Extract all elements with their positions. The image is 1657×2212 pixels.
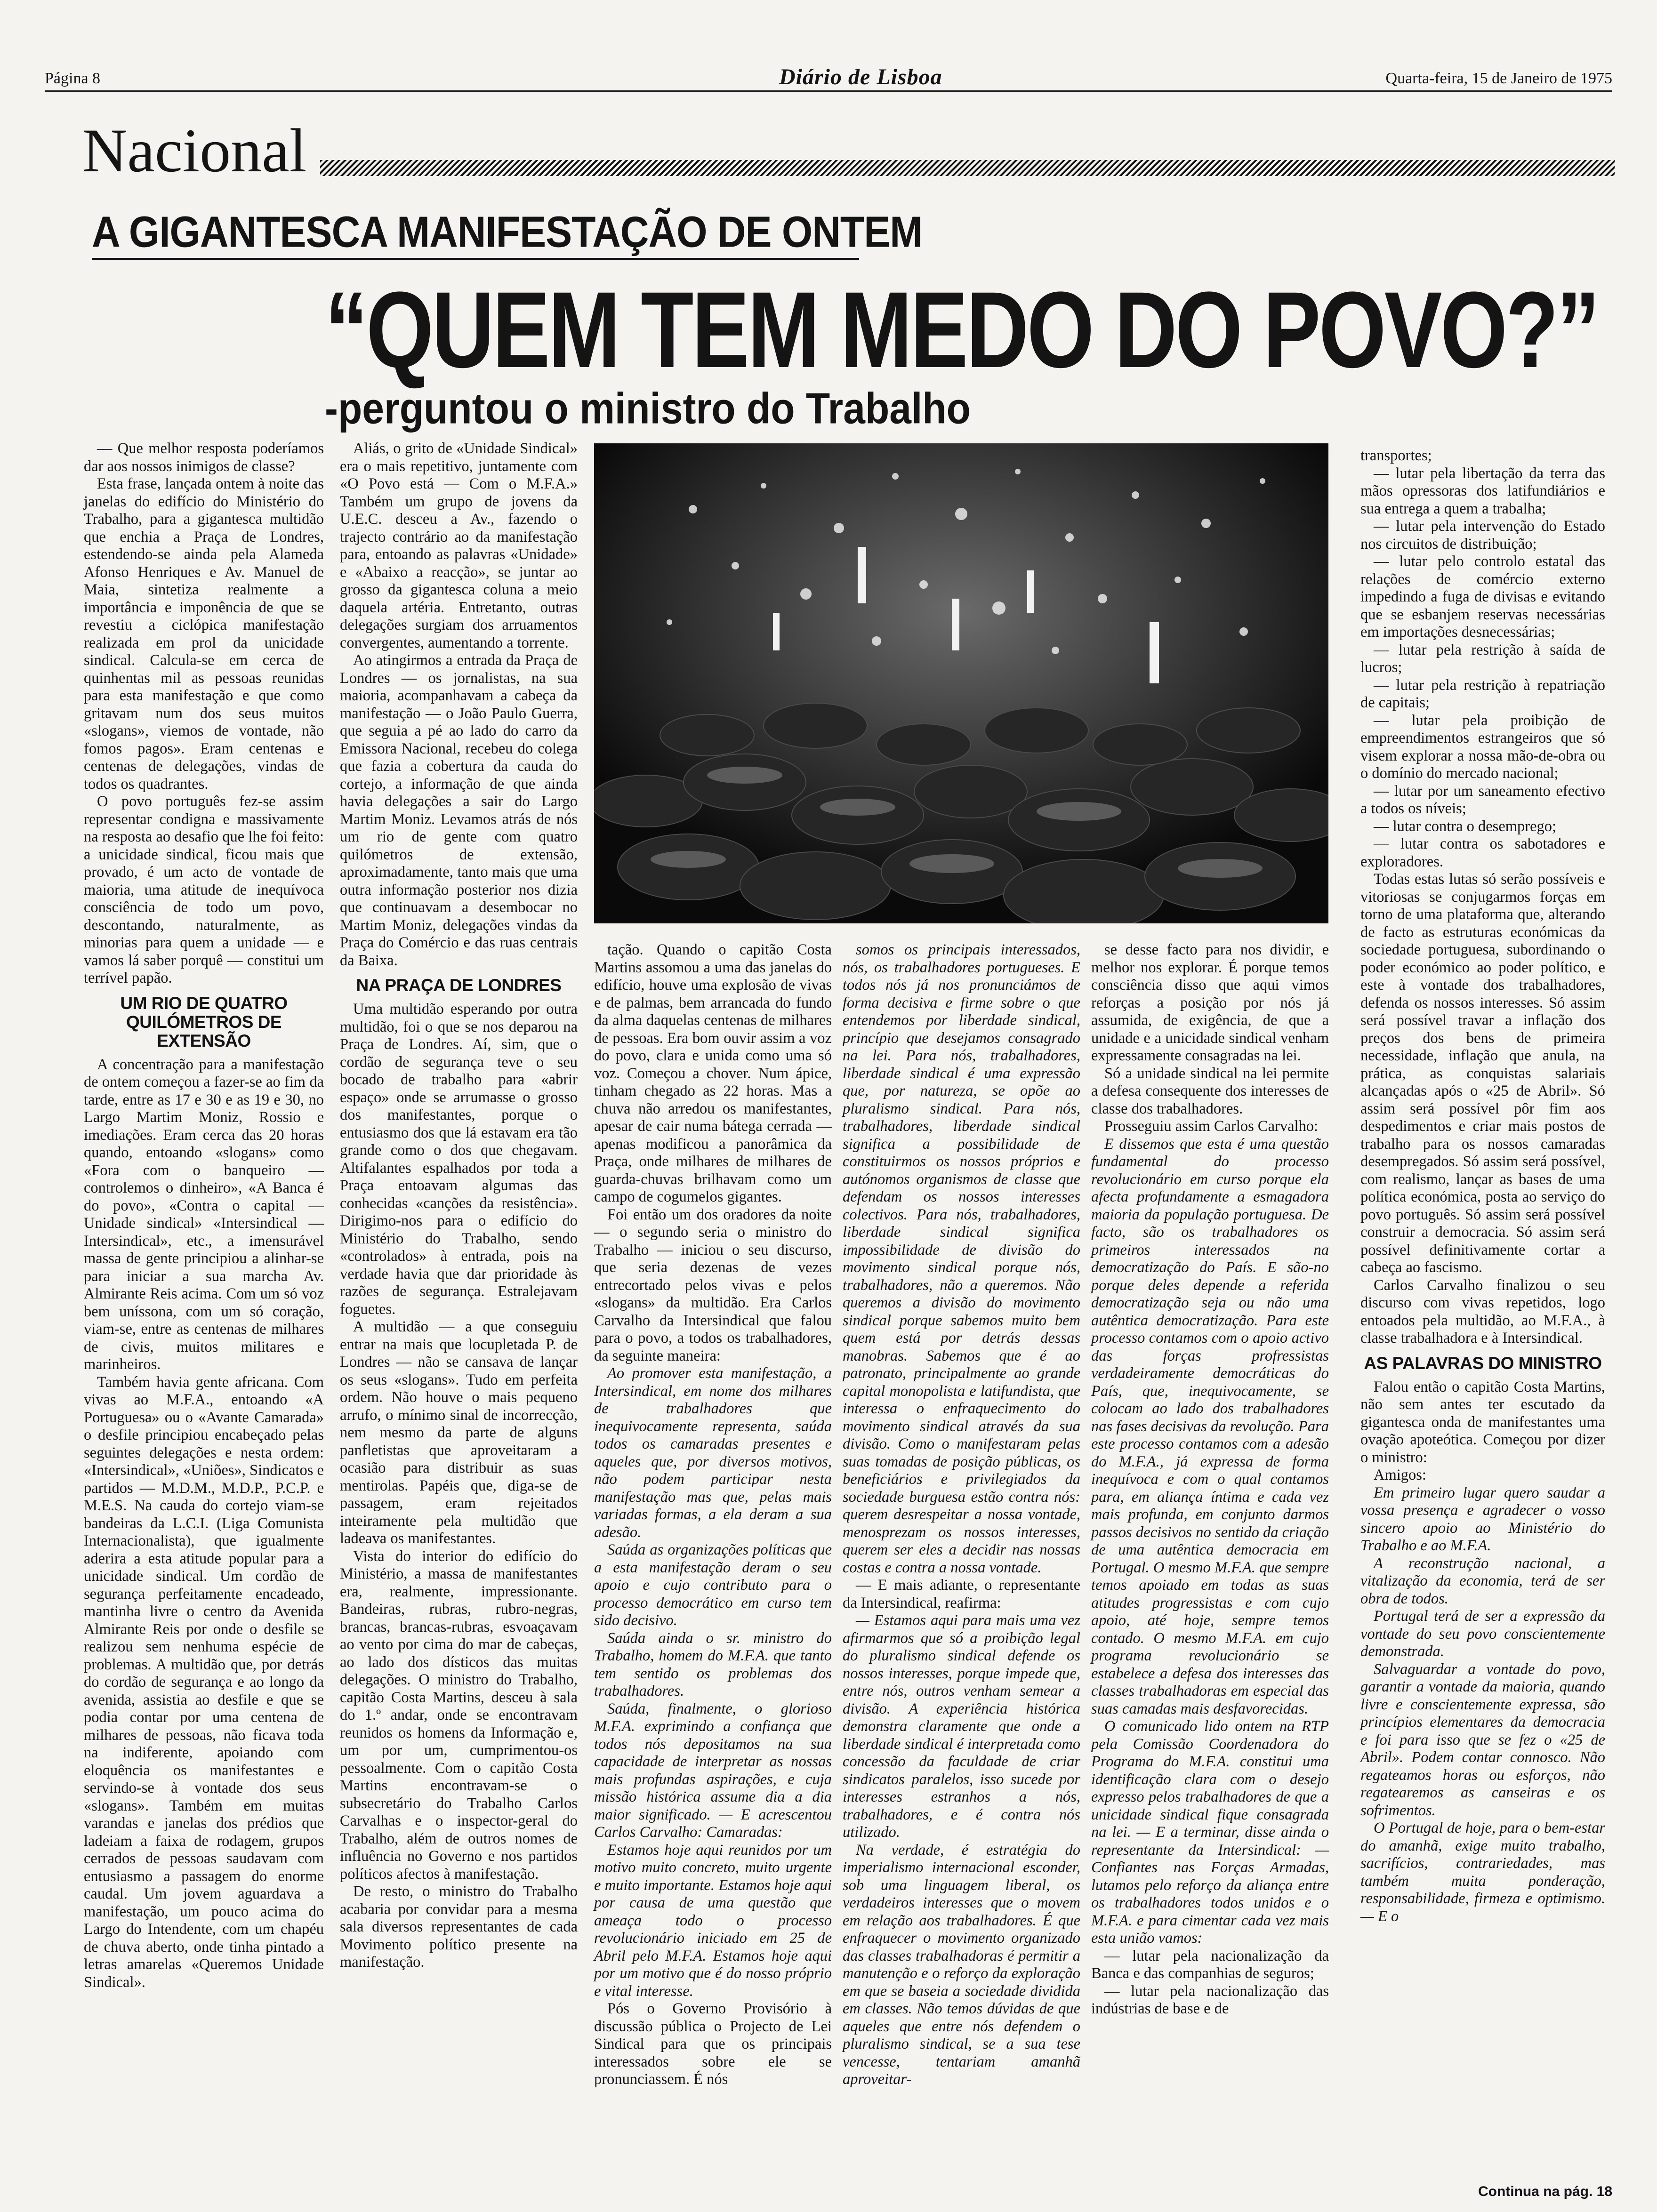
masthead-rule (45, 90, 1612, 92)
article-paragraph: A reconstrução nacional, a vitalização da economia, terá de ser obra de todos. (1360, 1555, 1605, 1607)
article-paragraph: A concentração para a manifestação de ontem começou a fazer-se ao fim da tarde, entre as 17 e 30 e as 19 e 30, no Largo Martim Moniz, Rossio e imediações. Eram cerca das 20 horas quando, entoando «slogans» como «Fora com o banqueiro — controlemos o dinheiro», «A Banca é do povo», «Contra o capital — Unidade sindical» «Intersindical — Intersindical», etc., a imensurável massa de gente principiou a alinhar-se para iniciar a sua marcha Av. Almirante Reis acima. Com um só voz bem uníssona, com um só coração, viam-se, entre as centenas de milhares de civis, muitos militares e marinheiros. (84, 1056, 324, 1373)
article-paragraph: — lutar contra os sabotadores e exploradores. (1360, 835, 1605, 870)
article-paragraph: — lutar pela libertação da terra das mãos opressoras dos latifundiários e sua entrega a quem a trabalha; (1360, 465, 1605, 517)
article-paragraph: Ao promover esta manifestação, a Intersindical, em nome dos milhares de trabalhadores que inequivocamente representa, saúda todos os camaradas presentes e aqueles que, por diversos motivos, não podem participar nesta manifestação mas que, pelas mais variadas formas, a ela deram a sua adesão. (594, 1365, 832, 1541)
article-paragraph: Em primeiro lugar quero saudar a vossa presença e agradecer o vosso sincero apoio ao Ministério do Trabalho e ao M.F.A. (1360, 1484, 1605, 1554)
article-paragraph: E dissemos que esta é uma questão fundamental do processo revolucionário em curso porque ela afecta profundamente a esmagadora maioria da população portuguesa. De facto, são os trabalhadores os primeiros interessados na democratização do País. E são-no porque deles depende a referida democratização seja ou não uma autêntica democratização. Para este processo contamos com o apoio activo das forças profressistas verdadeiramente democráticas do País, que, inequivocamente, se colocam ao lado dos trabalhadores nas fases decisivas da revolução. Para este processo contamos com a adesão do M.F.A., já expressa de forma inequívoca e com o qual contamos para, em aliança íntima e cada vez mais profunda, em conjunto darmos passos decisivos no sentido da criação de uma autêntica democracia em Portugal. O mesmo M.F.A. que sempre temos apoiado em todas as suas atitudes progressistas e com cujo apoio, até hoje, sempre temos contado. O mesmo M.F.A. em cujo programa revolucionário se estabelece a defesa dos interesses das classes trabalhadoras em especial das suas camadas mais desfavorecidas. (1091, 1135, 1329, 1717)
section-hatch-divider (320, 160, 1615, 176)
crowd-photo-drawing (594, 443, 1328, 923)
article-column-5 (1091, 941, 1329, 2018)
issue-date: Quarta-feira, 15 de Janeiro de 1975 (1385, 70, 1612, 87)
article-paragraph: Todas estas lutas só serão possíveis e vitoriosas se conjugarmos forças em torno de uma plataforma que, alterando de facto as estruturas económicas da sociedade portuguesa, subordinando o poder económico ao poder político, e este à vontade dos trabalhadores, defenda os nossos interesses. Só assim será possível travar a inflação dos preços dos bens de primeira necessidade, inflação que anula, na prática, as conquistas salariais alcançadas após o «25 de Abril». Só assim será possível pôr fim aos despedimentos e criar mais postos de trabalho para os nossos camaradas desempregados. Só assim será possível, com realismo, lançar as bases de uma política económica, posta ao serviço do povo português. Só assim será possível construir a democracia. Só assim será possível definitivamente cortar a cabeça ao fascismo. (1360, 871, 1605, 1276)
article-paragraph: Ao atingirmos a entrada da Praça de Londres — os jornalistas, na sua maioria, acompanhavam a cabeça da manifestação — o João Paulo Guerra, que seguia a pé ao lado do carro da Emissora Nacional, recebeu do colega que fazia a cobertura da cauda do cortejo, a informação de que ainda havia delegações a sair do Largo Martim Moniz. Levamos atrás de nós um rio de gente com quatro quilómetros de extensão, aproximadamente, tanto mais que uma outra informação posterior nos dizia que continuavam a desembocar no Martim Moniz, delegações vindas da Praça do Comércio e das ruas centrais da Baixa. (340, 652, 578, 969)
article-paragraph: — Estamos aqui para mais uma vez afirmarmos que só a proibição legal do pluralismo sindical defende os nossos interesses, porque impede que, entre nós, outros venham semear a divisão. A experiência histórica demonstra claramente que onde a liberdade sindical é interpretada como concessão da faculdade de criar sindicatos paralelos, isso sucede por interesses estranhos a nós, trabalhadores, e é contra nós utilizado. (843, 1612, 1080, 1841)
article-paragraph: O povo português fez-se assim representar condigna e massivamente na resposta ao desafio que lhe foi feito: a unicidade sindical, ficou mais que provado, é um acto de vontade de maioria, uma atitude de inequívoca consciência de todo um povo, descontando, naturalmente, as minorias para quem a unidade — e vamos lá saber porquê — constitui um terrível papão. (84, 793, 324, 986)
article-paragraph: Uma multidão esperando por outra multidão, foi o que se nos deparou na Praça de Londres. Aí, sim, que o cordão de segurança teve o seu bocado de trabalho para «abrir espaço» onde se arrumasse o grosso dos manifestantes, porque o entusiasmo dos que lá estavam era tão grande como o dos que chegavam. Altifalantes espalhados por toda a Praça entoavam algumas das conhecidas «canções da resistência». Dirigimo-nos para o edifício do Ministério do Trabalho, sendo «controlados» à entrada, pois na verdade havia que dar prioridade às razões de segurança. Estralejavam foguetes. (340, 1001, 578, 1318)
article-column-1 (84, 440, 324, 1991)
article-paragraph: Falou então o capitão Costa Martins, não sem antes ter escutado da gigantesca onda de manifestantes uma ovação apoteótica. Começou por dizer o ministro: (1360, 1378, 1605, 1466)
article-paragraph: somos os principais interessados, nós, os trabalhadores portugueses. E todos nós já nos pronunciámos de forma decisiva e firme sobre o que entendemos por liberdade sindical, princípio que desejamos consagrado na lei. Para nós, trabalhadores, liberdade sindical é uma expressão que, por natureza, se opõe ao pluralismo sindical. Para nós, trabalhadores, liberdade sindical significa a possibilidade de constituirmos os nossos próprios e autónomos organismos de classe que defendam os nossos interesses colectivos. Para nós, trabalhadores, liberdade sindical significa impossibilidade de divisão do movimento sindical porque nós, trabalhadores, não a queremos. Não queremos a divisão do movimento sindical porque sabemos muito bem quem está por detrás dessas manobras. Sabemos que é ao patronato, principalmente ao grande capital monopolista e latifundista, que interessa o enfraquecimento do movimento sindical através da sua divisão. Como o manifestaram pelas suas tomadas de posição públicas, os beneficiários e privilegiados da sociedade burguesa estão contra nós: querem desrespeitar a nossa vontade, menosprezam os nossos interesses, querem ser eles a decidir nas nossas costas e contra a nossa vontade. (843, 941, 1080, 1576)
article-paragraph: — lutar por um saneamento efectivo a todos os níveis; (1360, 782, 1605, 817)
article-paragraph: Amigos: (1374, 1467, 1426, 1483)
article-subheading: NA PRAÇA DE LONDRES (356, 976, 562, 995)
article-paragraph: O Portugal de hoje, para o bem-estar do amanhã, exige muito trabalho, sacrifícios, contrariedades, mas também muita ponderação, responsabilidade, firmeza e optimismo. — E o (1360, 1819, 1605, 1925)
article-paragraph: transportes; (1360, 447, 1432, 464)
article-headline: “QUEM TEM MEDO DO POVO?” (325, 269, 1598, 390)
article-paragraph: se desse facto para nos dividir, e melhor nos explorar. É porque temos consciência disso que aqui vimos reforças a posição por nós já assumida, de exigência, de que a unidade e a unicidade sindical venham expressamente consagradas na lei. (1091, 941, 1329, 1064)
article-paragraph: Saúda ainda o sr. ministro do Trabalho, homem do M.F.A. que tanto tem sentido os problemas dos trabalhadores. (594, 1629, 832, 1699)
article-paragraph: Pós o Governo Provisório à discussão pública o Projecto de Lei Sindical para que os principais interessados sobre ele se pronunciassem. É nós (594, 2000, 832, 2088)
crowd-photo (594, 443, 1328, 923)
article-paragraph: — lutar pela proibição de empreendimentos estrangeiros que só visem explorar a nossa mão-de-obra ou o domínio do mercado nacional; (1360, 712, 1605, 782)
kicker-underline (92, 258, 859, 260)
article-paragraph: — lutar pela restrição à saída de lucros; (1360, 641, 1605, 676)
article-paragraph: — lutar contra o desemprego; (1374, 817, 1557, 835)
article-paragraph: Na verdade, é estratégia do imperialismo internacional esconder, sob uma linguagem liberal, os verdadeiros interesses que o movem em relação aos trabalhadores. É que enfraquecer o movimento organizado das classes trabalhadoras é permitir a manutenção e o reforço da exploração em que se baseia a sociedade dividida em classes. Não temos dúvidas de que aqueles que entre nós defendem o pluralismo sindical, se a sua tese vencesse, tentariam amanhã aproveitar- (843, 1841, 1080, 2088)
article-paragraph: O comunicado lido ontem na RTP pela Comissão Coordenadora do Programa do M.F.A. constitui uma identificação clara com o desejo expresso pelos trabalhadores de que a unicidade sindical fique consagrada na lei. — E a terminar, disse ainda o representante da Intersindical: — Confiantes nas Forças Armadas, lutamos pelo reforço da aliança entre os trabalhadores todos unidos e o M.F.A. e para cimentar cada vez mais esta união vamos: (1091, 1718, 1329, 1947)
article-column-2 (340, 440, 578, 1972)
article-paragraph: Vista do interior do edifício do Ministério, a massa de manifestantes era, realmente, impressionante. Bandeiras, rubras, rubro-negras, brancas, brancas-rubras, esvoaçavam ao vento por cima do mar de cabeças, ao lado dos dísticos das muitas delegações. O ministro do Trabalho, capitão Costa Martins, desceu à sala do 1.º andar, onde se encontravam reunidos os homens da Informação e, um por um, cumprimentou-os pessoalmente. Com o capitão Costa Martins encontravam-se o subsecretário do Trabalho Carlos Carvalhas e o inspector-geral do Trabalho, além de outros nomes de influência no Governo e nos partidos políticos afectos à manifestação. (340, 1547, 578, 1883)
article-paragraph: — lutar pelo controlo estatal das relações de comércio externo impedindo a fuga de divisas e evitando que se esbanjem reservas necessárias em importações desnecessárias; (1360, 553, 1605, 641)
article-paragraph: Só a unidade sindical na lei permite a defesa consequente dos interesses de classe dos trabalhadores. (1091, 1065, 1329, 1117)
article-paragraph: tação. Quando o capitão Costa Martins assomou a uma das janelas do edifício, houve uma explosão de vivas e de palmas, bem arrancada do fundo da alma daquelas centenas de milhares de pessoas. Era bom ouvir assim a voz do povo, clara e unida como uma só voz. Começou a chover. Num ápice, tinham chegado as 22 horas. Mas a chuva não arredou os manifestantes, apesar de cair numa bátega cerrada — apenas modificou a panorâmica da Praça, onde milhares de milhares de guarda-chuvas brilhavam como um campo de cogumelos gigantes. (594, 941, 832, 1205)
article-paragraph: — E mais adiante, o representante da Intersindical, reafirma: (843, 1577, 1080, 1611)
article-paragraph: — lutar pela intervenção do Estado nos circuitos de distribuição; (1360, 518, 1605, 553)
article-paragraph: A multidão — a que conseguiu entrar na mais que locupletada P. de Londres — não se cansava de lançar os seus «slogans». Tudo em perfeita ordem. Não houve o mais pequeno arrufo, o mínimo sinal de incorrecção, nem mesmo da parte de alguns panfletistas que aproveitaram a ocasião para distribuir as suas mentirolas. Papéis que, diga-se de passagem, eram rejeitados inteiramente pela multidão que ladeava os manifestantes. (340, 1318, 578, 1547)
newspaper-name: Diário de Lisboa (779, 64, 942, 89)
article-paragraph: Carlos Carvalho finalizou o seu discurso com vivas repetidos, logo entoados pela multidão, ao M.F.A., à classe trabalhadora e à Intersindical. (1360, 1276, 1605, 1346)
article-paragraph: — Que melhor resposta poderíamos dar aos nossos inimigos de classe? (84, 440, 324, 475)
article-paragraph: De resto, o ministro do Trabalho acabaria por convidar para a mesma sala diversos representantes de cada Movimento político presente na manifestação. (340, 1883, 578, 1971)
article-paragraph: — lutar pela nacionalização das indústrias de base e de (1091, 1982, 1329, 2017)
article-paragraph: Esta frase, lançada ontem à noite das janelas do edifício do Ministério do Trabalho, para a gigantesca multidão que enchia a Praça de Londres, estendendo-se ainda pela Alameda Afonso Henriques e Av. Manuel de Maia, sintetiza realmente a importância e imponência de que se revestiu a ciclópica manifestação realizada em prol da unicidade sindical. Calcula-se em cerca de quinhentas mil as pessoas reunidas para esta manifestação e que como gritavam num dos seus muitos «slogans», viemos de vontade, não fomos pagos». Eram centenas e centenas de delegações, vindas de todos os quadrantes. (84, 475, 324, 793)
article-column-3 (594, 941, 832, 2089)
section-title: Nacional (82, 116, 307, 185)
article-paragraph: Foi então um dos oradores da noite — o segundo seria o ministro do Trabalho — iniciou o seu discurso, que seria dezenas de vezes entrecortado pelos vivas e pelos «slogans» da multidão. Era Carlos Carvalho da Intersindical que falou para o povo, a todos os trabalhadores, da seguinte maneira: (594, 1206, 832, 1364)
article-paragraph: Estamos hoje aqui reunidos por um motivo muito concreto, muito urgente e muito importante. Estamos hoje aqui por causa de uma questão que ameaça todo o processo revolucionário iniciado em 25 de Abril pelo M.F.A. Estamos hoje aqui por um motivo que é do nosso próprio e vital interesse. (594, 1841, 832, 2000)
article-subheading: AS PALAVRAS DO MINISTRO (1364, 1353, 1602, 1373)
article-subhead: -perguntou o ministro do Trabalho (325, 384, 971, 433)
article-paragraph: Também havia gente africana. Com vivas ao M.F.A., entoando «A Portuguesa» ou o «Avante Camarada» o desfile principiou encabeçado pelas seguintes delegações e nesta ordem: «Intersindical», «Uniões», Sindicatos e partidos — M.D.M., M.D.P., P.C.P. e M.E.S. Na cauda do cortejo viam-se bandeiras da L.C.I. (Liga Comunista Internacionalista), que igualmente aderira a esta atitude popular para a unicidade sindical. Um cordão de segurança perfeitamente encadeado, mantinha livre o centro da Avenida Almirante Reis por onde o desfile se realizou sem nenhuma espécie de problemas. A multidão que, por detrás do cordão de segurança e ao longo da avenida, assistia ao desfile e que se podia contar por uma centena de milhares de pessoas, não ficava toda na indiferente, apoiando com eloquência os manifestantes e servindo-se à vontade dos seus «slogans». Também em muitas varandas e janelas dos prédios que ladeiam a faixa de rodagem, grupos cerrados de pessoas saudavam com entusiasmo a passagem do enorme caudal. Um jovem aguardava a manifestação, um pouco acima do Largo do Intendente, com um chapéu de chuva aberto, onde tinha pintado a letras amarelas «Queremos Unidade Sindical». (84, 1373, 324, 1991)
article-column-6 (1360, 447, 1605, 1925)
article-column-4 (843, 941, 1080, 2089)
article-paragraph: — lutar pela restrição à repatriação de capitais; (1360, 676, 1605, 711)
masthead (45, 61, 1612, 99)
article-paragraph: Aliás, o grito de «Unidade Sindical» era o mais repetitivo, juntamente com «O Povo está — Com o M.F.A.» Também um grupo de jovens da U.E.C. desceu a Av., fazendo o trajecto contrário ao da manifestação para, entoando as palavras «Unidade» e «Abaixo a reacção», se juntar ao grosso da gigantesca coluna a meio daquela artéria. Entretanto, outras delegações surgiam dos arruamentos convergentes, aumentando a torrente. (340, 440, 578, 651)
article-paragraph: Prosseguiu assim Carlos Carvalho: (1104, 1118, 1319, 1135)
article-paragraph: Portugal terá de ser a expressão da vontade do seu povo conscientemente demonstrada. (1360, 1608, 1605, 1660)
article-subheading: UM RIO DE QUATRO QUILÓMETROS DE EXTENSÃO (120, 993, 288, 1050)
article-paragraph: Saúda, finalmente, o glorioso M.F.A. exprimindo a confiança que todos nós depositamos na sua capacidade de interpretar as nossas mais profundas aspirações, e cuja missão histórica assume dia a dia maior significado. — E acrescentou Carlos Carvalho: Camaradas: (594, 1700, 832, 1841)
article-paragraph: Saúda as organizações políticas que a esta manifestação deram o seu apoio e cujo contributo para o processo democrático em curso tem sido decisivo. (594, 1541, 832, 1629)
article-paragraph: Salvaguardar a vontade do povo, garantir a vontade da maioria, quando livre e conscientemente expressa, são princípios elementares da democracia e foi para isso que se fez o «25 de Abril». Podem contar connosco. Não regateamos horas ou esforços, não regatearemos as canseiras e os sofrimentos. (1360, 1660, 1605, 1819)
article-kicker: A GIGANTESCA MANIFESTAÇÃO DE ONTEM (92, 208, 923, 256)
article-paragraph: — lutar pela nacionalização da Banca e das companhias de seguros; (1091, 1947, 1329, 1982)
page-number: Página 8 (45, 70, 101, 87)
continued-note: Continua na pág. 18 (1478, 2184, 1612, 2199)
